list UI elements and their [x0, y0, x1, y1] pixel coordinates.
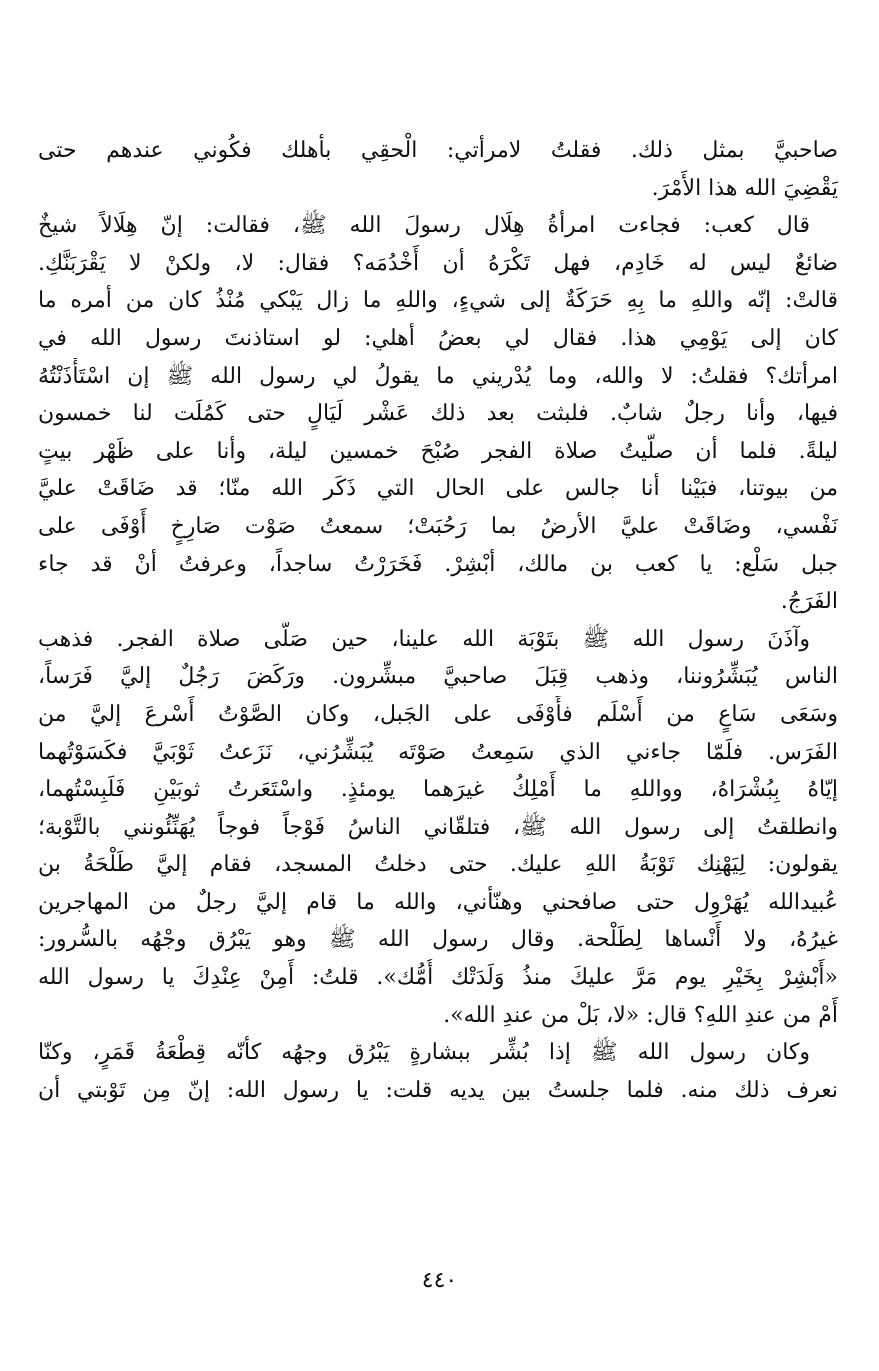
paragraph-2 — [38, 207, 838, 621]
page-number: ٤٤٠ — [421, 1268, 458, 1293]
text-line: الفَرَجُ. — [780, 589, 838, 615]
text-line: نَفْسي، وضَاقَتْ عليَّ الأرضُ بما رَحُبَتْ؛ سمعتُ صَوْت صَارِخٍ أَوْفَى على — [38, 513, 838, 539]
text-line: عُبيدالله يُهَرْوِل حتى صافحني وهنّأني، والله ما قام إليَّ رجلٌ من المهاجرين — [38, 889, 838, 915]
text-line: نعرف ذلك منه. فلما جلستُ بين يديه قلت: يا رسول الله: إنّ مِن تَوْبتي أن — [38, 1077, 838, 1103]
text-line: الفَرَس. فلَمّا جاءني الذي سَمِعتُ صَوْتَه يُبَشِّرُني، نَزَعتُ ثَوْبَيَّ فكَسَوْتُهما — [38, 739, 838, 765]
text-line: إيّاهُ بِبُشْرَاهُ، وواللهِ ما أَمْلِكُ غيرَهما يومئذٍ. واسْتَعَرتُ ثوبَيْنِ فَلَبِسْتُهما، — [38, 777, 838, 803]
text-line: يقولون: لِيَهْنِك تَوْبَةُ اللهِ عليك. حتى دخلتُ المسجد، فقام إليَّ طَلْحَةُ بن — [38, 852, 838, 878]
paragraph-3 — [38, 621, 838, 1035]
text-line: صاحبيَّ بمثل ذلك. فقلتُ لامرأتي: الْحقِي بأهلك فكُوني عندهم حتى — [38, 138, 838, 163]
text-line: وكان رسول الله ﷺ إذا بُشِّر ببشارةٍ يَبْرُق وجهُه كأنّه قِطْعَةُ قَمَرٍ، وكنّا — [38, 1040, 810, 1066]
text-line: قال كعب: فجاءت امرأةُ هِلَال رسولَ الله ﷺ، فقالت: إنّ هِلَالاً شيخٌ — [38, 213, 810, 239]
body-text — [38, 132, 838, 1109]
text-line: جبل سَلْع: يا كعب بن مالك، أبْشِرْ. فَخَرَرْتُ ساجداً، وعرفتُ أنْ قد جاء — [38, 551, 838, 577]
text-line: كان إلى يَوْمِي هذا. فقال لي بعضُ أهلي: لو استاذنتَ رسول الله في — [38, 325, 838, 351]
text-line: وسَعَى سَاعٍ من أَسْلَم فأَوْفَى على الجَبل، وكان الصَّوْتُ أَسْرعَ إليَّ من — [38, 701, 838, 727]
text-line: قالتْ: إنّه واللهِ ما بِهِ حَرَكَةٌ إلى شيءٍ، واللهِ ما زال يَبْكي مُنْذُ كان من أمره ما — [38, 288, 838, 314]
text-line: الناس يُبَشِّرُوننا، وذهب قِبَلَ صاحبيَّ مبشِّرون. ورَكَضَ رَجُلٌ إليَّ فَرَساً، — [38, 664, 838, 690]
text-line: «أَبْشِرْ بِخَيْرِ يوم مَرَّ عليكَ منذُ وَلَدَتْك أُمُّك». قلتُ: أَمِنْ عِنْدِكَ يا رسول الله — [38, 965, 838, 991]
text-line: وانطلقتُ إلى رسول الله ﷺ، فتلقّاني الناسُ فَوْجاً فوجاً يُهَنِّئُونني بالتَّوْبة؛ — [38, 814, 838, 840]
paragraph-1 — [38, 132, 838, 207]
text-line: ليلةً. فلما أن صلّيتُ صلاة الفجر صُبْحَ خمسين ليلة، وأنا على ظَهْر بيتٍ — [38, 438, 838, 464]
text-line: امرأتك؟ فقلتُ: لا والله، وما يُدْريني ما يقولُ لي رسول الله ﷺ إن اسْتَأْذَنْتُهُ — [38, 363, 838, 389]
text-line: فيها، وأنا رجلٌ شابٌ. فلبثت بعد ذلك عَشْر لَيَالٍ حتى كَمُلَت لنا خمسون — [38, 401, 838, 427]
text-line: يَقْضِيَ الله هذا الأَمْرَ. — [651, 175, 838, 201]
paragraph-4 — [38, 1034, 838, 1109]
text-line: ضائعٌ ليس له خَادِم، فهل تَكْرَهُ أن أَخْدُمَه؟ فقال: لا، ولكنْ لا يَقْرَبَنَّكِ. — [38, 250, 838, 276]
text-line: غيرُهُ، ولا أَنْساها لِطَلْحة. وقال رسول الله ﷺ وهو يَبْرُق وجْهُه بالسُّرور: — [38, 927, 838, 953]
text-line: وآذَنَ رسول الله ﷺ بتَوْبَة الله علينا، حين صَلَّى صلاة الفجر. فذهب — [38, 626, 810, 652]
text-line: أَمْ من عندِ اللهِ؟ قال: «لا، بَلْ من عندِ الله». — [443, 1002, 838, 1028]
text-line: من بيوتنا، فبَيْنا أنا جالس على الحال التي ذَكَر الله منّا؛ قد ضَاقَتْ عليَّ — [38, 476, 838, 502]
